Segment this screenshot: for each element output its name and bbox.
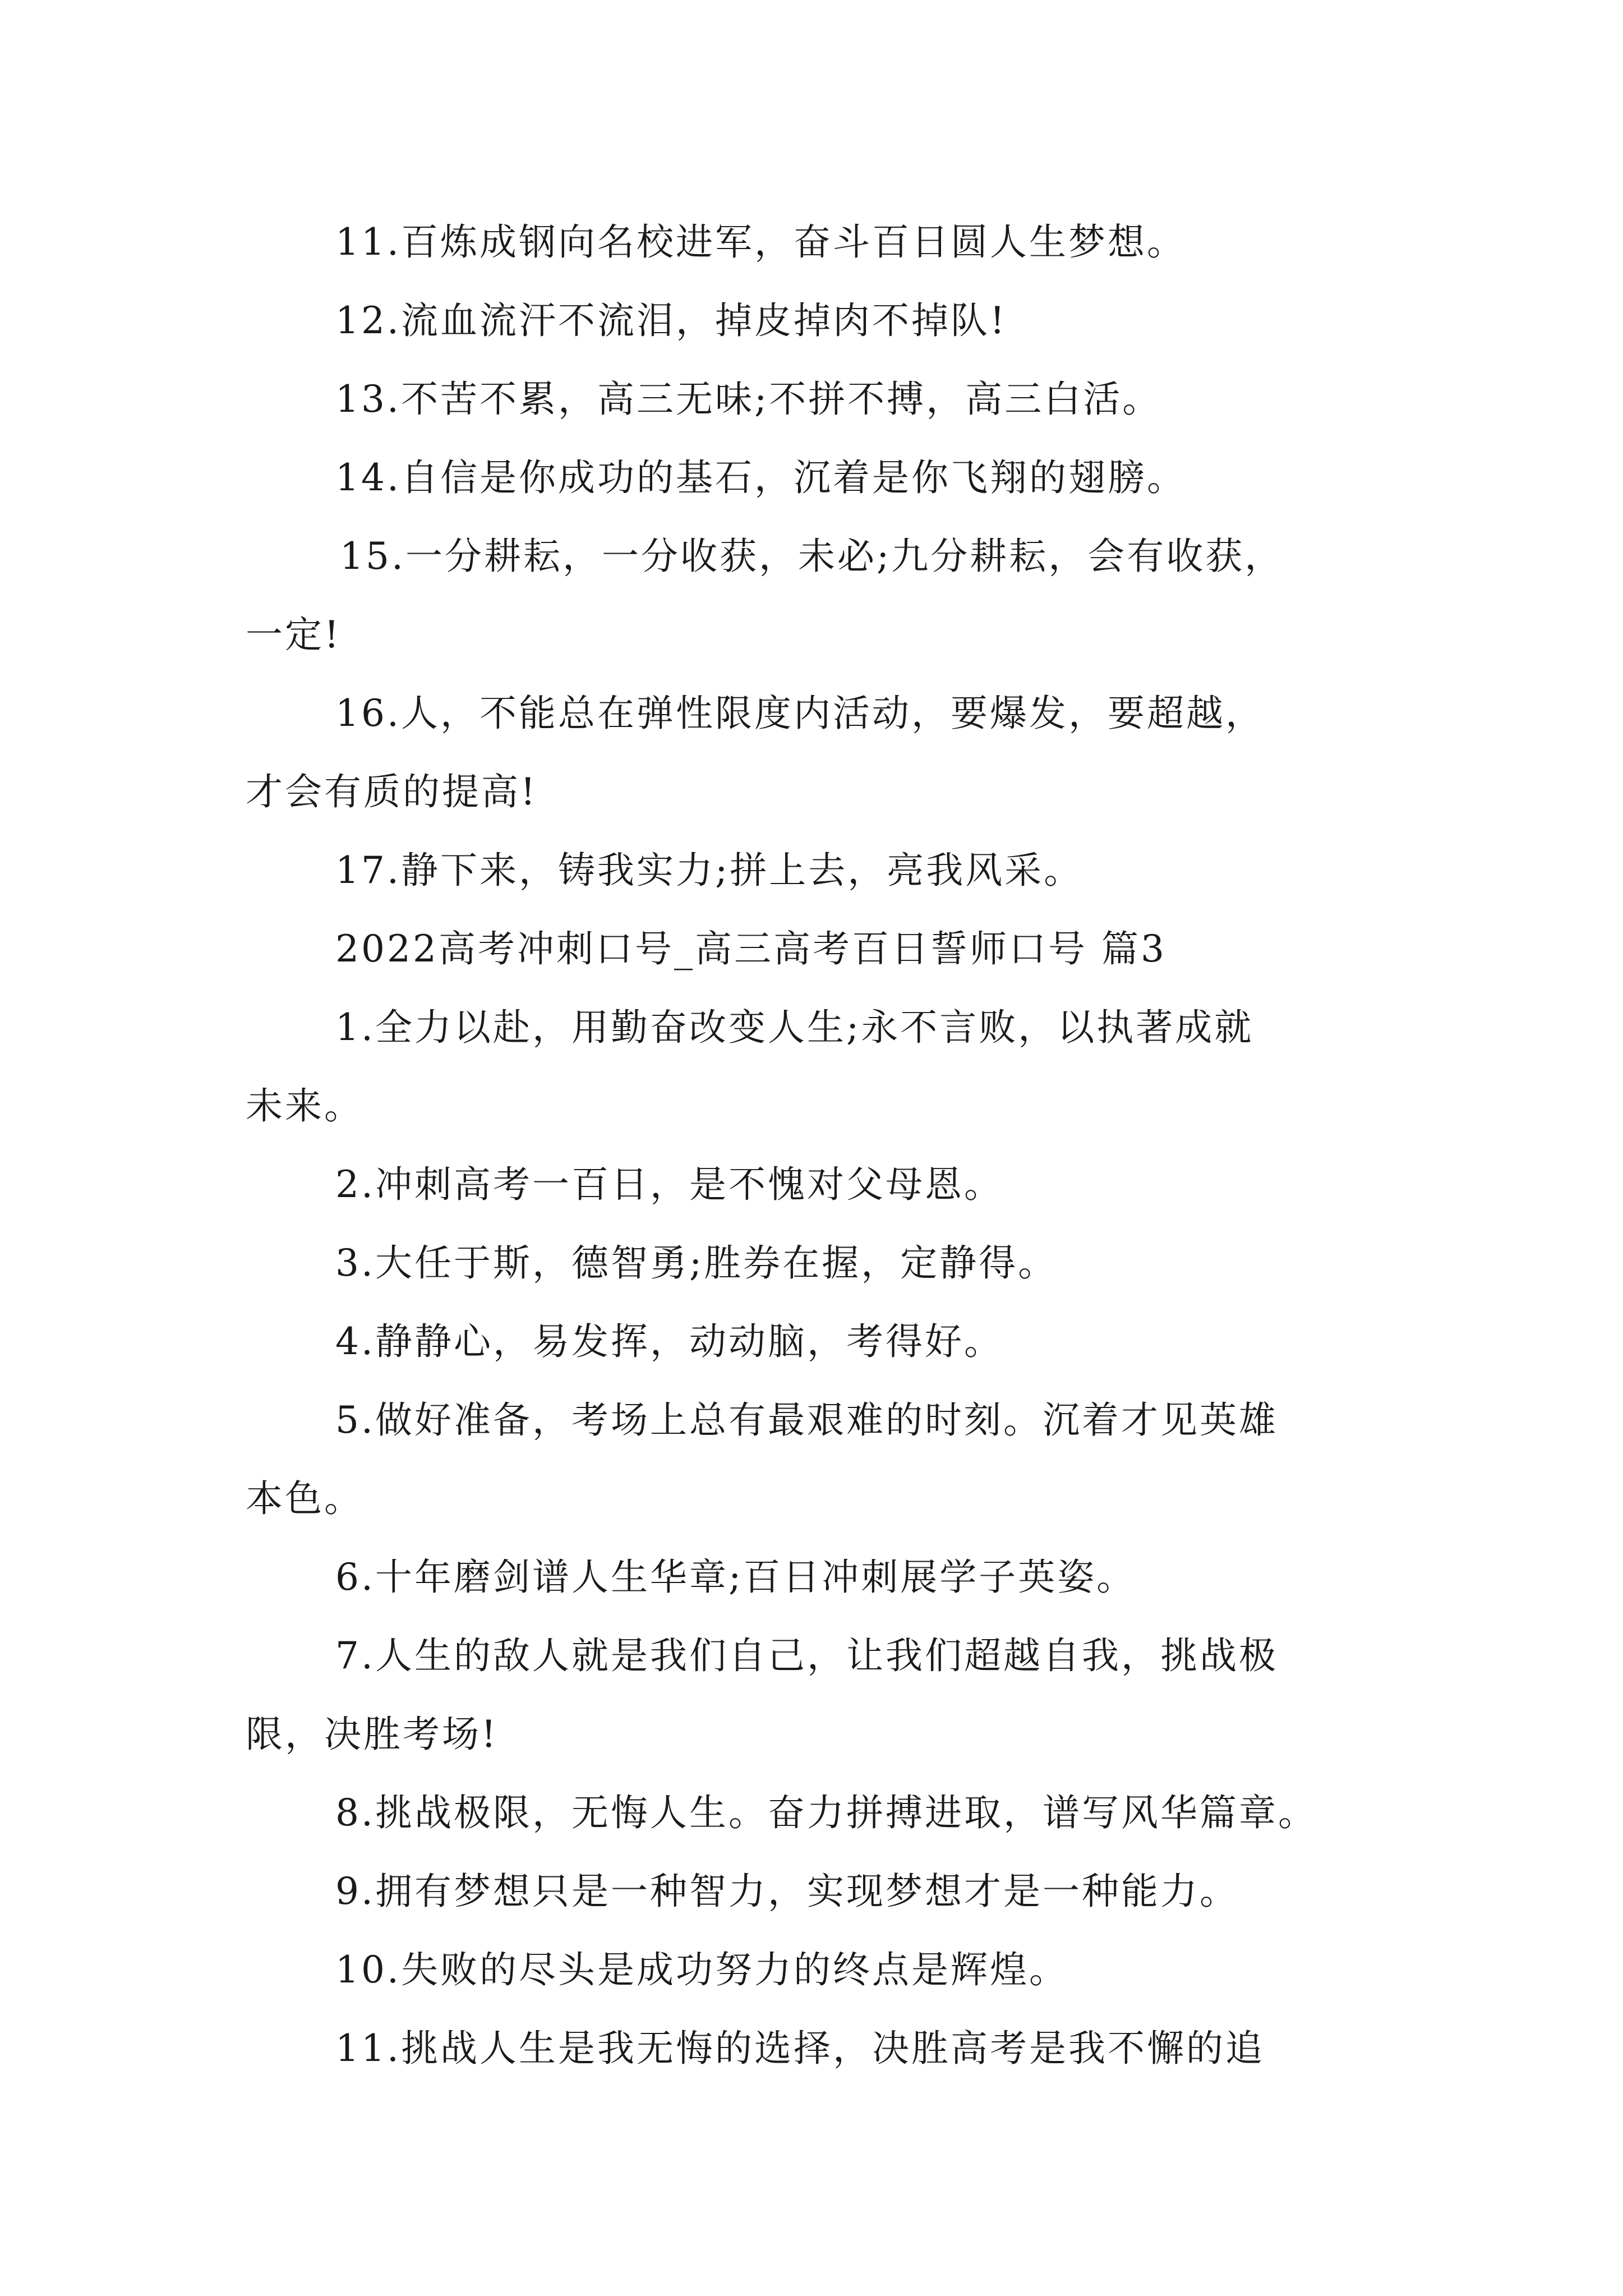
section-heading: 2022高考冲刺口号_高三高考百日誓师口号 篇3: [335, 927, 1166, 970]
text-line: 8.挑战极限，无悔人生。奋力拼搏进取，谱写风华篇章。: [335, 1791, 1317, 1834]
text-line: 7.人生的敌人就是我们自己，让我们超越自我，挑战极: [335, 1634, 1278, 1677]
text-line: 9.拥有梦想只是一种智力，实现梦想才是一种能力。: [335, 1870, 1239, 1913]
text-line: 15.一分耕耘，一分收获，未必;九分耕耘，会有收获，: [340, 535, 1284, 578]
text-line: 未来。: [246, 1084, 363, 1128]
text-line: 1.全力以赴，用勤奋改变人生;永不言败，以执著成就: [335, 1006, 1254, 1049]
text-line: 16.人，不能总在弹性限度内活动，要爆发，要超越，: [335, 692, 1265, 735]
text-line: 限，决胜考场!: [246, 1713, 499, 1756]
text-line: 2.冲刺高考一百日，是不愧对父母恩。: [335, 1163, 1003, 1206]
text-line: 10.失败的尽头是成功努力的终点是辉煌。: [335, 1948, 1068, 1991]
text-line: 11.挑战人生是我无悔的选择，决胜高考是我不懈的追: [335, 2027, 1265, 2070]
text-line: 14.自信是你成功的基石，沉着是你飞翔的翅膀。: [335, 456, 1186, 499]
text-line: 13.不苦不累，高三无味;不拼不搏，高三白活。: [335, 378, 1162, 421]
text-line: 一定!: [246, 613, 342, 656]
text-line: 本色。: [246, 1477, 363, 1520]
text-line: 11.百炼成钢向名校进军，奋斗百日圆人生梦想。: [335, 220, 1186, 264]
text-line: 才会有质的提高!: [246, 770, 538, 813]
text-line: 6.十年磨剑谱人生华章;百日冲刺展学子英姿。: [335, 1556, 1136, 1599]
text-line: 5.做好准备，考场上总有最艰难的时刻。沉着才见英雄: [335, 1398, 1278, 1442]
text-line: 17.静下来，铸我实力;拼上去，亮我风采。: [335, 849, 1083, 892]
text-line: 12.流血流汗不流泪，掉皮掉肉不掉队!: [335, 299, 1007, 342]
text-line: 3.大任于斯，德智勇;胜券在握，定静得。: [335, 1241, 1058, 1285]
text-line: 4.静静心，易发挥，动动脑，考得好。: [335, 1320, 1003, 1363]
